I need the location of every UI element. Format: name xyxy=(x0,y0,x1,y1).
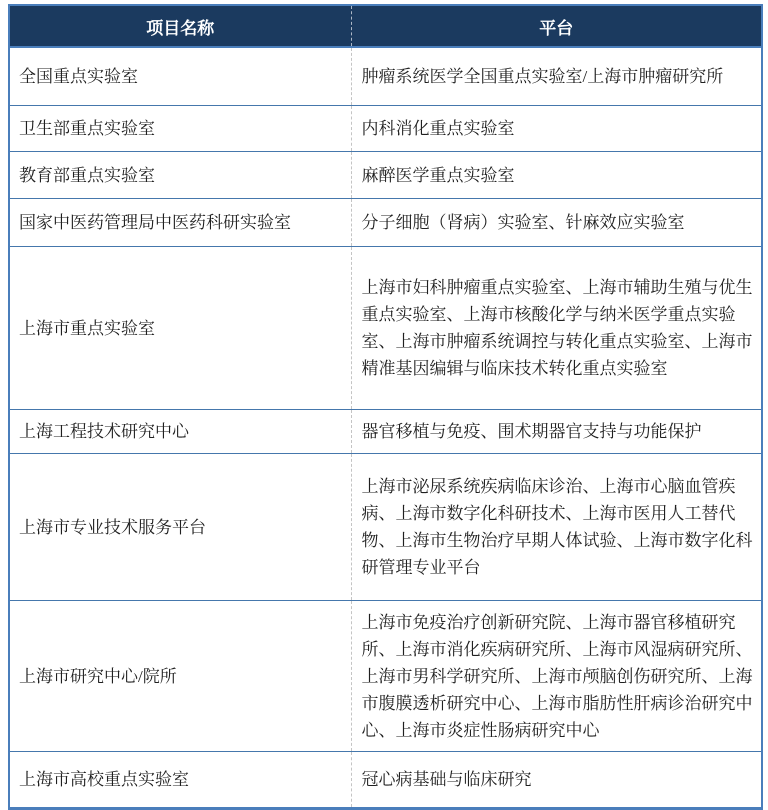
table-body xyxy=(9,47,762,809)
platform-cell: 分子细胞（肾病）实验室、针麻效应实验室 xyxy=(351,199,762,247)
table-row xyxy=(9,410,762,454)
header-row xyxy=(9,5,762,47)
table-row xyxy=(9,601,762,752)
project-name-cell: 上海市专业技术服务平台 xyxy=(9,454,351,601)
platform-table xyxy=(8,4,763,810)
table-header xyxy=(9,5,762,47)
table-row xyxy=(9,199,762,247)
platform-cell: 麻醉医学重点实验室 xyxy=(351,152,762,199)
table-row xyxy=(9,752,762,809)
platform-cell: 上海市妇科肿瘤重点实验室、上海市辅助生殖与优生重点实验室、上海市核酸化学与纳米医学重点实验室、上海市肿瘤系统调控与转化重点实验室、上海市精准基因编辑与临床技术转化重点实验室 xyxy=(351,247,762,410)
table-row xyxy=(9,152,762,199)
platform-cell: 内科消化重点实验室 xyxy=(351,106,762,152)
platform-cell: 冠心病基础与临床研究 xyxy=(351,752,762,809)
table-row xyxy=(9,106,762,152)
platform-cell: 器官移植与免疫、围术期器官支持与功能保护 xyxy=(351,410,762,454)
project-name-cell: 上海市高校重点实验室 xyxy=(9,752,351,809)
project-name-cell: 上海市研究中心/院所 xyxy=(9,601,351,752)
platform-cell: 上海市免疫治疗创新研究院、上海市器官移植研究所、上海市消化疾病研究所、上海市风湿病研究所、上海市男科学研究所、上海市颅脑创伤研究所、上海市腹膜透析研究中心、上海市脂肪性肝病诊治研究中心、上海市炎症性肠病研究中心 xyxy=(351,601,762,752)
table-row xyxy=(9,47,762,106)
table-row xyxy=(9,454,762,601)
column-header-project-name: 项目名称 xyxy=(9,5,351,47)
project-name-cell: 卫生部重点实验室 xyxy=(9,106,351,152)
project-name-cell: 上海市重点实验室 xyxy=(9,247,351,410)
column-header-platform: 平台 xyxy=(351,5,762,47)
project-name-cell: 上海工程技术研究中心 xyxy=(9,410,351,454)
project-name-cell: 教育部重点实验室 xyxy=(9,152,351,199)
platform-cell: 上海市泌尿系统疾病临床诊治、上海市心脑血管疾病、上海市数字化科研技术、上海市医用人工替代物、上海市生物治疗早期人体试验、上海市数字化科研管理专业平台 xyxy=(351,454,762,601)
platform-cell: 肿瘤系统医学全国重点实验室/上海市肿瘤研究所 xyxy=(351,47,762,106)
project-name-cell: 国家中医药管理局中医药科研实验室 xyxy=(9,199,351,247)
project-name-cell: 全国重点实验室 xyxy=(9,47,351,106)
table-row xyxy=(9,247,762,410)
